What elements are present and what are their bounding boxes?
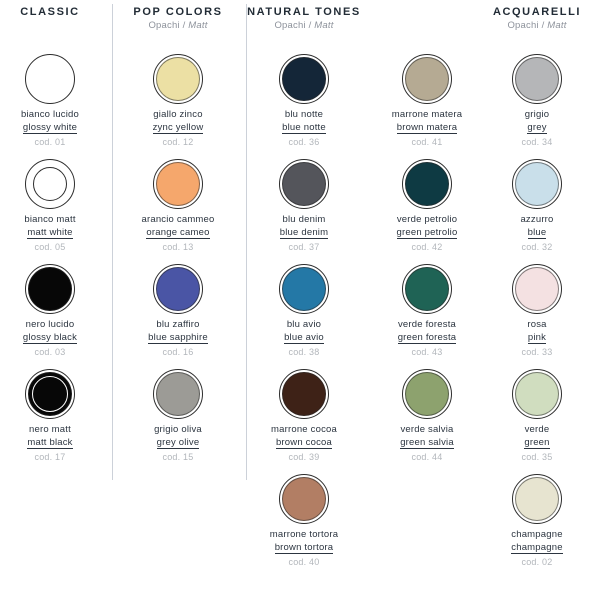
swatch-champagne[interactable] (512, 474, 562, 524)
swatch-block (0, 54, 100, 148)
swatch-block (118, 159, 238, 253)
swatch-block (244, 159, 364, 253)
swatch-name-english-text: blue avio (284, 331, 324, 343)
swatch-grey-olive[interactable] (153, 369, 203, 419)
palette-column-pop (118, 0, 238, 600)
palette-column-natural-1 (244, 0, 364, 600)
swatch-code: cod. 34 (521, 136, 553, 147)
swatch-color-disc (515, 267, 559, 311)
swatch-block (367, 159, 487, 253)
swatch-name-italian: azzurro (520, 214, 554, 225)
swatch-name-italian: verde petrolio (396, 214, 458, 225)
swatch-name-english-text: blue (527, 226, 547, 238)
palette-column-classic (0, 0, 100, 600)
column-title: CLASSIC (20, 6, 80, 18)
palette-column-acquarelli (477, 0, 597, 600)
swatch-name-english (477, 437, 597, 450)
swatch-name-english-text: green (524, 436, 550, 448)
swatch-name-italian: verde (524, 424, 550, 435)
swatch-name-italian: blu notte (284, 109, 324, 120)
swatch-name-italian: bianco matt (24, 214, 76, 225)
swatch-name-italian: rosa (527, 319, 547, 330)
swatch-glossy-black[interactable] (25, 264, 75, 314)
swatch-name-italian: arancio cammeo (141, 214, 215, 225)
swatch-name-english-text: matt white (27, 226, 73, 238)
swatch-color-disc (282, 372, 326, 416)
swatch-block (244, 474, 364, 568)
swatch-block (477, 474, 597, 568)
swatch-zync-yellow[interactable] (153, 54, 203, 104)
swatch-name-italian: grigio (524, 109, 550, 120)
swatch-code: cod. 15 (162, 451, 194, 462)
swatch-name-italian: giallo zinco (153, 109, 203, 120)
swatch-name-italian: champagne (511, 529, 563, 540)
swatch-block (0, 264, 100, 358)
swatch-code: cod. 43 (411, 346, 443, 357)
swatch-color-disc (156, 267, 200, 311)
swatch-block (367, 54, 487, 148)
swatch-name-english (118, 437, 238, 450)
column-subtitle-prefix: Opachi / (507, 20, 548, 31)
swatch-block (244, 264, 364, 358)
swatch-name-english (118, 122, 238, 135)
swatch-block (367, 369, 487, 463)
swatch-code: cod. 38 (288, 346, 320, 357)
swatch-color-disc (515, 372, 559, 416)
swatch-code: cod. 33 (521, 346, 553, 357)
swatch-code: cod. 35 (521, 451, 553, 462)
swatch-name-english-text: brown cocoa (275, 436, 333, 448)
swatch-block (367, 264, 487, 358)
swatch-green-salvia[interactable] (402, 369, 452, 419)
swatch-glossy-white[interactable] (25, 54, 75, 104)
swatch-name-english-text: green salvia (400, 436, 454, 448)
swatch-color-disc (405, 372, 449, 416)
swatch-name-english-text: grey (527, 121, 547, 133)
swatch-block (0, 159, 100, 253)
swatch-green-foresta[interactable] (402, 264, 452, 314)
swatch-name-english-text: glossy white (22, 121, 78, 133)
swatch-block (118, 264, 238, 358)
swatch-code: cod. 40 (288, 556, 320, 567)
column-subtitle-prefix: Opachi / (274, 20, 315, 31)
swatch-code: cod. 02 (521, 556, 553, 567)
swatch-name-english-text: green petrolio (396, 226, 458, 238)
swatch-pink[interactable] (512, 264, 562, 314)
swatch-name-english-text: orange cameo (146, 226, 210, 238)
swatch-matt-black[interactable] (25, 369, 75, 419)
column-subtitle (244, 20, 364, 31)
swatch-block (118, 369, 238, 463)
swatch-color-disc (282, 162, 326, 206)
palette-column-natural-2 (367, 0, 487, 600)
swatch-name-english-text: champagne (511, 541, 563, 553)
column-header (0, 6, 100, 18)
swatch-name-italian: nero matt (29, 424, 71, 435)
swatch-name-italian: bianco lucido (20, 109, 80, 120)
swatch-code: cod. 16 (162, 346, 194, 357)
swatch-name-italian: blu zaffiro (156, 319, 200, 330)
swatch-name-italian: nero lucido (25, 319, 75, 330)
column-title: ACQUARELLI (492, 6, 582, 18)
swatch-color-disc (282, 477, 326, 521)
swatch-code: cod. 36 (288, 136, 320, 147)
column-subtitle (118, 20, 238, 31)
swatch-color-disc (28, 162, 72, 206)
swatch-name-english-text: glossy black (22, 331, 78, 343)
swatch-color-disc (515, 477, 559, 521)
swatch-name-english-text: blue denim (279, 226, 329, 238)
swatch-code: cod. 01 (34, 136, 66, 147)
swatch-name-italian: marrone cocoa (271, 424, 337, 435)
swatch-name-italian: blu denim (282, 214, 326, 225)
swatch-green-petrolio[interactable] (402, 159, 452, 209)
swatch-name-english (367, 227, 487, 240)
column-title: NATURAL TONES (247, 6, 361, 18)
swatch-code: cod. 37 (288, 241, 320, 252)
swatch-blue[interactable] (512, 159, 562, 209)
swatch-grey[interactable] (512, 54, 562, 104)
swatch-color-disc (156, 57, 200, 101)
swatch-name-english-text: brown matera (396, 121, 458, 133)
swatch-name-italian: marrone matera (391, 109, 463, 120)
swatch-block (244, 369, 364, 463)
swatch-block (477, 369, 597, 463)
swatch-blue-avio[interactable] (279, 264, 329, 314)
swatch-color-disc (282, 267, 326, 311)
swatch-name-english (244, 437, 364, 450)
swatch-block (244, 54, 364, 148)
swatch-brown-cocoa[interactable] (279, 369, 329, 419)
swatch-name-english-text: blue sapphire (148, 331, 208, 343)
swatch-orange-cameo[interactable] (153, 159, 203, 209)
swatch-brown-tortora[interactable] (279, 474, 329, 524)
swatch-name-english (0, 122, 100, 135)
swatch-color-disc (515, 57, 559, 101)
swatch-name-english (244, 227, 364, 240)
swatch-code: cod. 03 (34, 346, 66, 357)
swatch-name-english (477, 542, 597, 555)
column-header (477, 6, 597, 31)
swatch-name-english (0, 332, 100, 345)
swatch-name-english (0, 437, 100, 450)
swatch-block (118, 54, 238, 148)
swatch-code: cod. 32 (521, 241, 553, 252)
swatch-color-disc (156, 372, 200, 416)
swatch-name-italian: marrone tortora (269, 529, 339, 540)
swatch-brown-matera[interactable] (402, 54, 452, 104)
swatch-name-english-text: green foresta (397, 331, 457, 343)
swatch-name-english-text: pink (527, 331, 547, 343)
swatch-name-english-text: zync yellow (152, 121, 204, 133)
swatch-name-italian: verde salvia (400, 424, 454, 435)
swatch-color-disc (28, 372, 72, 416)
swatch-block (0, 369, 100, 463)
swatch-name-english (244, 122, 364, 135)
swatch-name-english (118, 227, 238, 240)
column-subtitle (477, 20, 597, 31)
swatch-color-disc (282, 57, 326, 101)
swatch-code: cod. 05 (34, 241, 66, 252)
swatch-code: cod. 39 (288, 451, 320, 462)
swatch-color-disc (405, 162, 449, 206)
swatch-color-disc (515, 162, 559, 206)
column-header (118, 6, 238, 31)
swatch-inner-ring (33, 167, 67, 201)
swatch-code: cod. 41 (411, 136, 443, 147)
swatch-name-english-text: grey olive (156, 436, 200, 448)
swatch-name-english-text: blue notte (282, 121, 326, 133)
swatch-matt-white[interactable] (25, 159, 75, 209)
swatch-color-disc (156, 162, 200, 206)
swatch-color-disc (28, 57, 72, 101)
swatch-name-english (0, 227, 100, 240)
swatch-color-disc (405, 57, 449, 101)
swatch-name-english (118, 332, 238, 345)
swatch-inner-ring (32, 376, 68, 412)
swatch-code: cod. 44 (411, 451, 443, 462)
swatch-name-italian: grigio oliva (154, 424, 202, 435)
swatch-color-disc (405, 267, 449, 311)
swatch-name-english-text: matt black (27, 436, 73, 448)
swatch-name-english (477, 122, 597, 135)
swatch-code: cod. 17 (34, 451, 66, 462)
column-divider (112, 4, 113, 480)
swatch-code: cod. 13 (162, 241, 194, 252)
swatch-name-english (367, 122, 487, 135)
swatch-blue-denim[interactable] (279, 159, 329, 209)
swatch-color-disc (28, 267, 72, 311)
swatch-blue-sapphire[interactable] (153, 264, 203, 314)
swatch-name-english (367, 437, 487, 450)
swatch-code: cod. 42 (411, 241, 443, 252)
swatch-block (477, 54, 597, 148)
swatch-name-italian: blu avio (286, 319, 322, 330)
swatch-code: cod. 12 (162, 136, 194, 147)
swatch-blue-notte[interactable] (279, 54, 329, 104)
column-subtitle-finish: Matt (314, 20, 334, 31)
swatch-name-english (477, 332, 597, 345)
swatch-name-english (367, 332, 487, 345)
swatch-name-english (477, 227, 597, 240)
swatch-name-english-text: brown tortora (274, 541, 334, 553)
swatch-name-english (244, 542, 364, 555)
swatch-green[interactable] (512, 369, 562, 419)
swatch-block (477, 159, 597, 253)
swatch-name-english (244, 332, 364, 345)
column-subtitle-finish: Matt (188, 20, 208, 31)
swatch-name-italian: verde foresta (397, 319, 457, 330)
swatch-block (477, 264, 597, 358)
column-subtitle-finish: Matt (547, 20, 567, 31)
column-header (244, 6, 364, 31)
column-subtitle-prefix: Opachi / (148, 20, 189, 31)
column-title: POP COLORS (133, 6, 223, 18)
